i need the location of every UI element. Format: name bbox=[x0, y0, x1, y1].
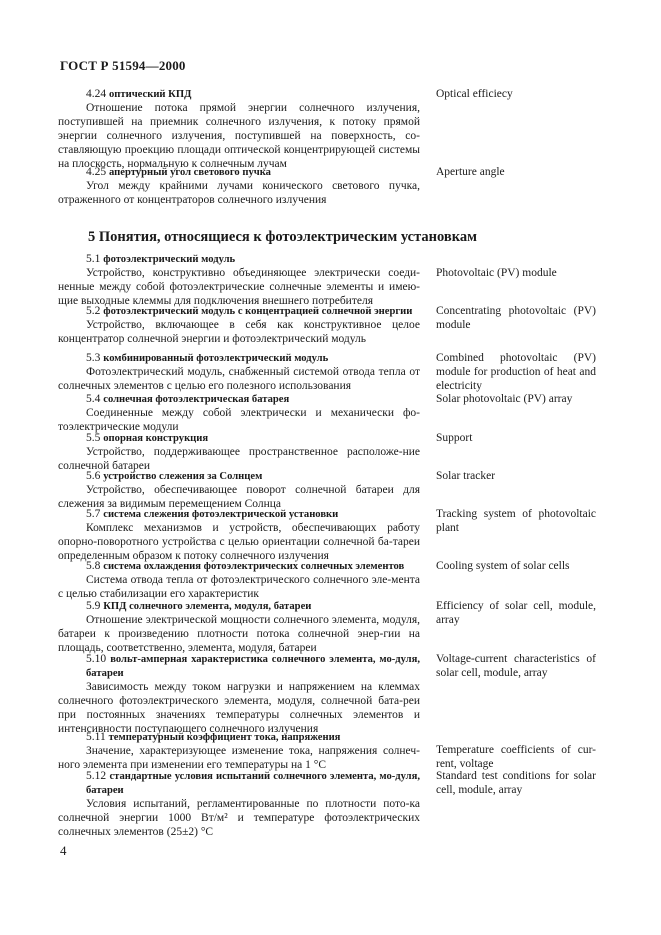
term-english: Combined photovoltaic (PV) module for production of heat and electricity bbox=[436, 352, 596, 392]
term-title: 4.25 апертурный угол светового пучка bbox=[86, 166, 271, 178]
term-entry bbox=[58, 305, 420, 347]
term-english: Solar photovoltaic (PV) array bbox=[436, 393, 573, 405]
term-english: Support bbox=[436, 432, 473, 444]
term-english: Standard test conditions for solar cell, module, array bbox=[436, 770, 596, 796]
page-number: 4 bbox=[60, 843, 67, 858]
term-definition: Отношение электрической мощности солнечного элемента, модуля, батареи к произведению плотности потока солнечной энер-гии на площадь, соответственно, элемента, модуля, батареи bbox=[58, 613, 420, 654]
term-english: Optical efficiecy bbox=[436, 88, 513, 100]
term-entry bbox=[58, 731, 420, 773]
term-entry bbox=[58, 470, 420, 512]
term-entry bbox=[58, 770, 420, 840]
term-definition: Отношение потока прямой энергии солнечного излучения, поступившей на приемник солнечного излучения, к потоку прямой энергии солнечного излучения, поступившей на поверхность, со-ставляющую проекцию площади оптической концентрирующей системы на плоскость, нормальную к солнечным лучам bbox=[58, 101, 420, 170]
term-english: Aperture angle bbox=[436, 166, 505, 178]
term-title: 5.5 опорная конструкция bbox=[86, 432, 209, 444]
term-entry bbox=[58, 166, 420, 208]
term-title: 5.7 система слежения фотоэлектрической установки bbox=[86, 508, 339, 520]
term-title: 4.24 оптический КПД bbox=[86, 88, 192, 100]
term-definition: Зависимость между током нагрузки и напряжением на клеммах солнечного фотоэлектрического элемента, модуля, солнечной бата-реи при постоянных значениях температуры солнечных элементов и интенсивности поступающего солнечного излучения bbox=[58, 680, 420, 735]
term-english: Efficiency of solar cell, module, array bbox=[436, 600, 596, 626]
term-english: Temperature coefficients of cur-rent, voltage bbox=[436, 744, 596, 770]
term-definition: Условия испытаний, регламентированные по плотности пото-ка солнечной энергии 1000 Вт/м² и температуре фотоэлектрических солнечных элементов (25±2) °С bbox=[58, 797, 420, 838]
term-title: 5.8 система охлаждения фотоэлектрических солнечных элементов bbox=[86, 560, 405, 572]
term-title: 5.9 КПД солнечного элемента, модуля, батареи bbox=[86, 600, 312, 612]
term-entry bbox=[58, 352, 420, 394]
term-title: 5.3 комбинированный фотоэлектрический модуль bbox=[86, 352, 329, 364]
term-title: 5.2 фотоэлектрический модуль с концентрацией солнечной энергии bbox=[86, 305, 413, 317]
term-english: Solar tracker bbox=[436, 470, 496, 482]
term-entry bbox=[58, 508, 420, 564]
term-english: Tracking system of photovoltaic plant bbox=[436, 508, 596, 534]
term-entry bbox=[58, 560, 420, 602]
term-definition: Система отвода тепла от фотоэлектрического солнечного эле-мента с целью стабилизации его характеристик bbox=[58, 573, 420, 600]
term-english: Voltage-current characteristics of solar cell, module, array bbox=[436, 653, 596, 679]
term-definition: Фотоэлектрический модуль, снабженный системой отвода тепла от солнечных элементов с целью его полезного использования bbox=[58, 365, 420, 392]
term-entry bbox=[58, 432, 420, 474]
term-title: 5.12 стандартные условия испытаний солнечного элемента, мо-дуля, батареи bbox=[86, 770, 420, 796]
term-definition: Устройство, обеспечивающее поворот солнечной батареи для слежения за видимым перемещением Солнца bbox=[58, 483, 420, 510]
standard-header: ГОСТ Р 51594—2000 bbox=[60, 58, 186, 73]
term-title: 5.6 устройство слежения за Солнцем bbox=[86, 470, 263, 482]
term-definition: Соединенные между собой электрически и механически фо-тоэлектрические модули bbox=[58, 406, 420, 433]
term-title: 5.1 фотоэлектрический модуль bbox=[86, 253, 236, 265]
term-title: 5.11 температурный коэффициент тока, напряжения bbox=[86, 731, 341, 743]
term-entry bbox=[58, 253, 420, 309]
term-entry bbox=[58, 600, 420, 656]
term-entry bbox=[58, 393, 420, 435]
term-entry bbox=[58, 88, 420, 171]
term-definition: Значение, характеризующее изменение тока, напряжения солнеч-ного элемента при изменении его температуры на 1 °С bbox=[58, 744, 420, 771]
term-definition: Устройство, поддерживающее пространственное расположе-ние солнечной батареи bbox=[58, 445, 420, 472]
term-definition: Комплекс механизмов и устройств, обеспечивающих работу опорно-поворотного устройства с целью ориентации солнечной ба-тареи определенным образом к потоку солнечного излучения bbox=[58, 521, 420, 562]
term-definition: Устройство, конструктивно объединяющее электрически соеди-ненные между собой фотоэлектрические солнечные элементы и имею-щие выходные клеммы для подключения внешнего потребителя bbox=[58, 266, 420, 307]
term-title: 5.4 солнечная фотоэлектрическая батарея bbox=[86, 393, 290, 405]
term-title: 5.10 вольт-амперная характеристика солнечного элемента, мо-дуля, батареи bbox=[86, 653, 421, 679]
term-english: Photovoltaic (PV) module bbox=[436, 267, 557, 279]
term-entry bbox=[58, 653, 420, 736]
term-definition: Устройство, включающее в себя как конструктивное целое концентратор солнечной энергии и фотоэлектрический модуль bbox=[58, 318, 420, 345]
term-definition: Угол между крайними лучами конического светового пучка, отраженного от концентраторов солнечного излучения bbox=[58, 179, 420, 206]
section-title: 5 Понятия, относящиеся к фотоэлектрическим установкам bbox=[88, 229, 477, 245]
term-english: Cooling system of solar cells bbox=[436, 560, 570, 572]
term-english: Concentrating photovoltaic (PV) module bbox=[436, 305, 596, 331]
